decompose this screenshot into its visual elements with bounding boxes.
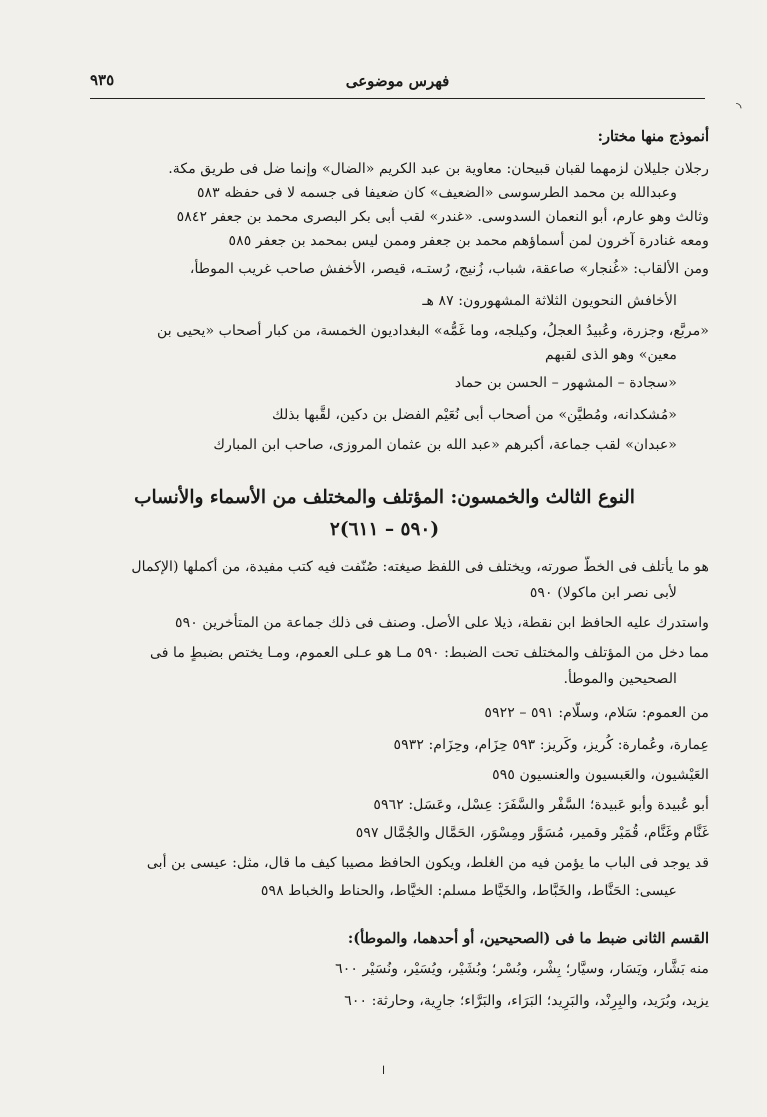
text-line: ومعه غنادرة آخرون لمن أسماؤهم محمد بن جعفر وممن ليس بمحمد بن جعفر ٥٨٥ [228, 233, 709, 249]
text-line: ومن الألقاب: «غُنجار» صاعقة، شباب، زُنيج، رُستـه، قيصر، الأخفش صاحب غريب الموطأ، [189, 261, 709, 277]
text-line: قد يوجد فى الباب ما يؤمن فيه من الغلط، ويكون الحافظ مصيبا كيف ما قال، مثل: عيسى بن أبى [146, 855, 709, 871]
subheading-sample: أنموذج منها مختار: [597, 128, 709, 145]
section-range: (٥٩٠ – ٦١١)٢ [329, 519, 440, 540]
page-number: ٩٣٥ [90, 71, 115, 89]
text-line: العَيْشيون، والعَبسيون والعنسيون ٥٩٥ [492, 767, 709, 783]
text-line: من العموم: سَلام، وسلَّام: ٥٩١ – ٥٩٢٢ [484, 705, 709, 721]
text-line: رجلان جليلان لزمهما لقبان قبيحان: معاوية بن عبد الكريم «الضال» وإنما ضل فى طريق مكة. [168, 161, 709, 177]
text-line: الأخافش النحويون الثلاثة المشهورون: ٨٧ هـ [422, 293, 677, 309]
running-title: فهرس موضوعى [345, 72, 450, 90]
text-line: وعبدالله بن محمد الطرسوسى «الضعيف» كان ضعيفا فى جسمه لا فى حفظه ٥٨٣ [196, 185, 677, 201]
page-header [90, 68, 705, 99]
text-line: مما دخل من المؤتلف والمختلف تحت الضبط: ٥٩٠ مـا هو عـلى العموم، ومـا يختص بضبطٍ ما فى [149, 645, 709, 661]
text-line: يزيد، وبُرَيد، والبِرِنْد، والبَرِيد؛ البَرَاء، والبَرَّاء؛ جارِية، وحارثة: ٦٠٠ [344, 993, 709, 1009]
text-line: هو ما يأتلف فى الخطّ صورته، ويختلف فى اللفظ صيغته: صُنّفت فيه كتب مفيدة، من أكملها (الإكمال [131, 559, 709, 575]
text-line: لأبى نصر ابن ماكولا) ٥٩٠ [529, 585, 677, 601]
section-title: النوع الثالث والخمسون: المؤتلف والمختلف من الأسماء والأنساب [134, 487, 635, 508]
text-line: أبو عُبيدة وأبو عَبيدة؛ السَّفْر والسَّفَرَ: عِسْل، وعَسَل: ٥٩٦٢ [373, 797, 709, 813]
text-line: «عبدان» لقب جماعة، أكبرهم «عبد الله بن عثمان المروزى، صاحب ابن المبارك [213, 437, 677, 453]
text-line: منه بَشَّار، ويَسَار، وسيَّار؛ بِشْر، وبُسْر؛ وبُشَيْر، ويُسَيْر، ونُسَيْر ٦٠٠ [335, 961, 709, 977]
text-line: معين» وهو الذى لقبهم [545, 347, 677, 363]
text-line: «مربَّع، وجزرة، وعُبيدُ العجلُ، وكيلجه، وما غَمُّه» البغداديون الخمسة، من كبار أصحاب «يحيى بن [157, 323, 709, 339]
text-line: وثالث وهو عارم، أبو النعمان السدوسى. «غندر» لقب أبى بكر البصرى محمد بن جعفر ٥٨٤٢ [176, 209, 709, 225]
text-line: واستدرك عليه الحافظ ابن نقطة، ذيلا على الأصل. وصنف فى ذلك جماعة من المتأخرين ٥٩٠ [175, 615, 709, 631]
text-line: غَنَّام وغَنَّام، قُمَيْر وقمير، مُسَوَّر ومِسْوَر، الحَمَّال والجُمَّال ٥٩٧ [355, 825, 709, 841]
margin-mark: ◝ [736, 100, 742, 116]
text-line: «مُشكدانه، ومُطيَّن» من أصحاب أبى نُعَيْم الفضل بن دكين، لقَّبها بذلك [272, 407, 677, 423]
subheading-part-two: القسم الثانى ضبط ما فى (الصحيحين، أو أحدهما، والموطأ): [347, 930, 709, 947]
text-line: عيسى: الحَنَّاط، والخَبَّاط، والخَيَّاط مسلم: الخيَّاط، والحناط والخباط ٥٩٨ [260, 883, 677, 899]
text-line: الصحيحين والموطأ. [563, 671, 677, 687]
text-line: عِمارة، وعُمارة: كُريز، وكَريز: ٥٩٣ حِزَام، وحِزَام: ٥٩٣٢ [393, 737, 709, 753]
footer-mark: ا [382, 1064, 386, 1077]
text-line: «سجادة – المشهور – الحسن بن حماد [454, 375, 677, 391]
